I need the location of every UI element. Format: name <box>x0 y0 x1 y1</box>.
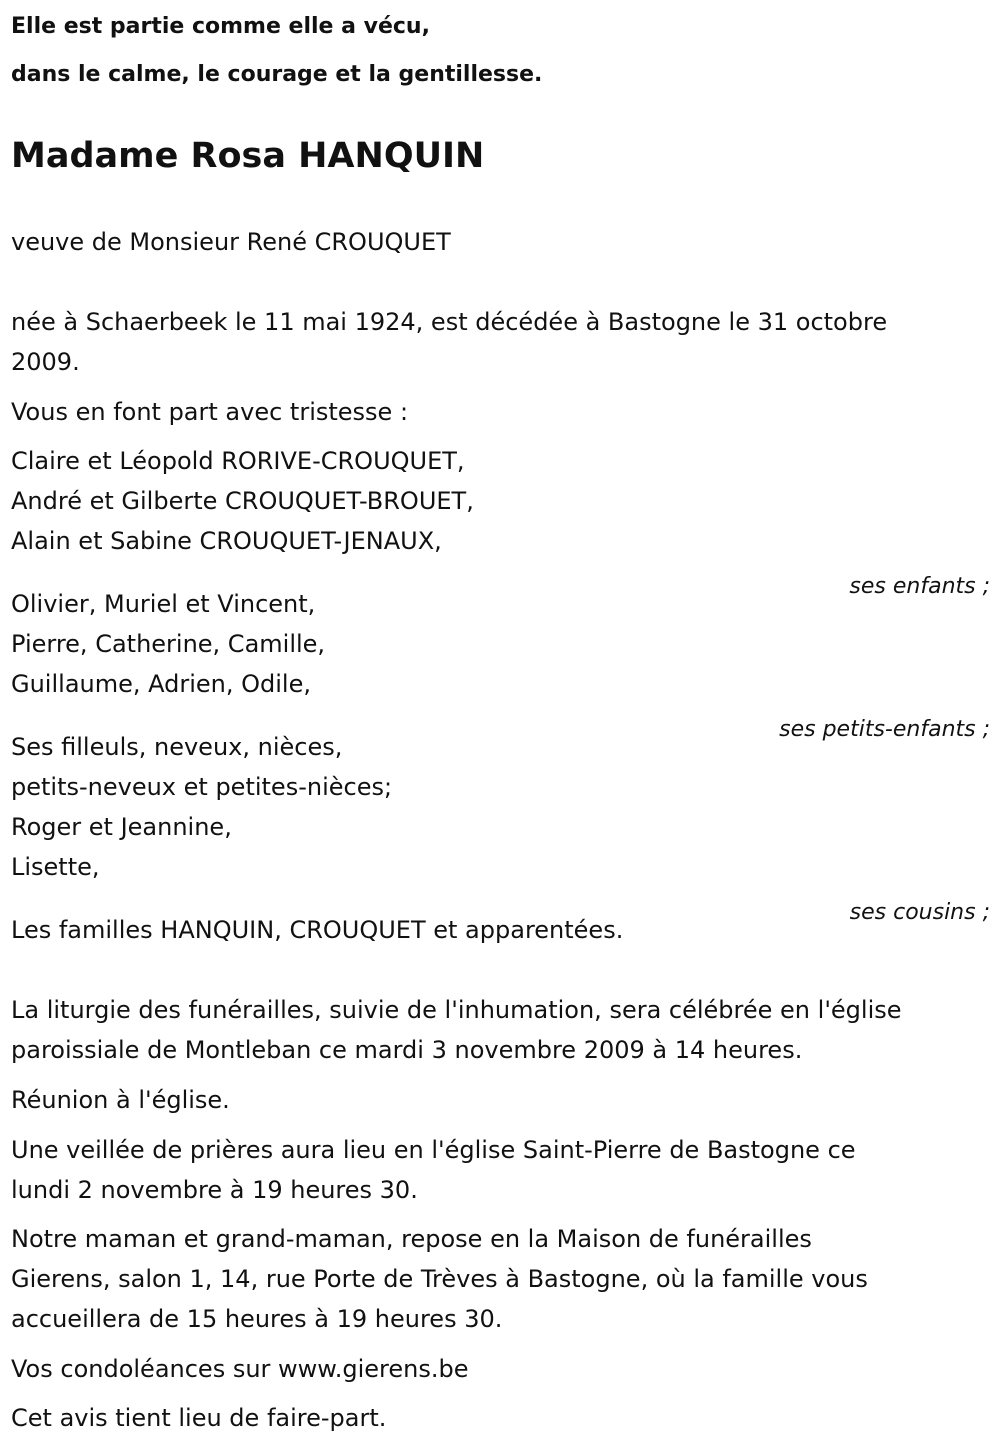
announce-line: Vous en font part avec tristesse : <box>11 398 409 426</box>
liturgy-line-1: La liturgie des funérailles, suivie de l'inhumation, sera célébrée en l'église <box>11 996 902 1024</box>
grandchild-line-1: Olivier, Muriel et Vincent, <box>11 590 316 618</box>
motto-line-1: Elle est partie comme elle a vécu, <box>11 14 430 39</box>
birth-death-line-2: 2009. <box>11 348 80 376</box>
vigil-line-1: Une veillée de prières aura lieu en l'église Saint-Pierre de Bastogne ce <box>11 1136 856 1164</box>
cousin-line-2: petits-neveux et petites-nièces; <box>11 773 393 801</box>
rest-line-3: accueillera de 15 heures à 19 heures 30. <box>11 1305 503 1333</box>
cousins-role: ses cousins ; <box>849 900 990 925</box>
widow-line: veuve de Monsieur René CROUQUET <box>11 228 451 256</box>
child-line-1: Claire et Léopold RORIVE-CROUQUET, <box>11 447 465 475</box>
child-line-2: André et Gilberte CROUQUET-BROUET, <box>11 487 474 515</box>
meeting-line: Réunion à l'église. <box>11 1086 230 1114</box>
vigil-line-2: lundi 2 novembre à 19 heures 30. <box>11 1176 418 1204</box>
rest-line-2: Gierens, salon 1, 14, rue Porte de Trèves à Bastogne, où la famille vous <box>11 1265 868 1293</box>
children-role: ses enfants ; <box>849 574 990 599</box>
grandchild-line-2: Pierre, Catherine, Camille, <box>11 630 326 658</box>
liturgy-line-2: paroissiale de Montleban ce mardi 3 novembre 2009 à 14 heures. <box>11 1036 803 1064</box>
families-line: Les familles HANQUIN, CROUQUET et apparentées. <box>11 916 624 944</box>
motto-line-2: dans le calme, le courage et la gentillesse. <box>11 62 543 87</box>
child-line-3: Alain et Sabine CROUQUET-JENAUX, <box>11 527 442 555</box>
deceased-name: Madame Rosa HANQUIN <box>11 136 485 176</box>
cousin-line-4: Lisette, <box>11 853 100 881</box>
rest-line-1: Notre maman et grand-maman, repose en la Maison de funérailles <box>11 1225 812 1253</box>
cousin-line-1: Ses filleuls, neveux, nièces, <box>11 733 343 761</box>
birth-death-line-1: née à Schaerbeek le 11 mai 1924, est décédée à Bastogne le 31 octobre <box>11 308 888 336</box>
notice-line: Cet avis tient lieu de faire-part. <box>11 1404 387 1432</box>
condolences-line: Vos condoléances sur www.gierens.be <box>11 1355 469 1383</box>
cousin-line-3: Roger et Jeannine, <box>11 813 232 841</box>
grandchild-line-3: Guillaume, Adrien, Odile, <box>11 670 311 698</box>
grandchildren-role: ses petits-enfants ; <box>779 717 990 742</box>
